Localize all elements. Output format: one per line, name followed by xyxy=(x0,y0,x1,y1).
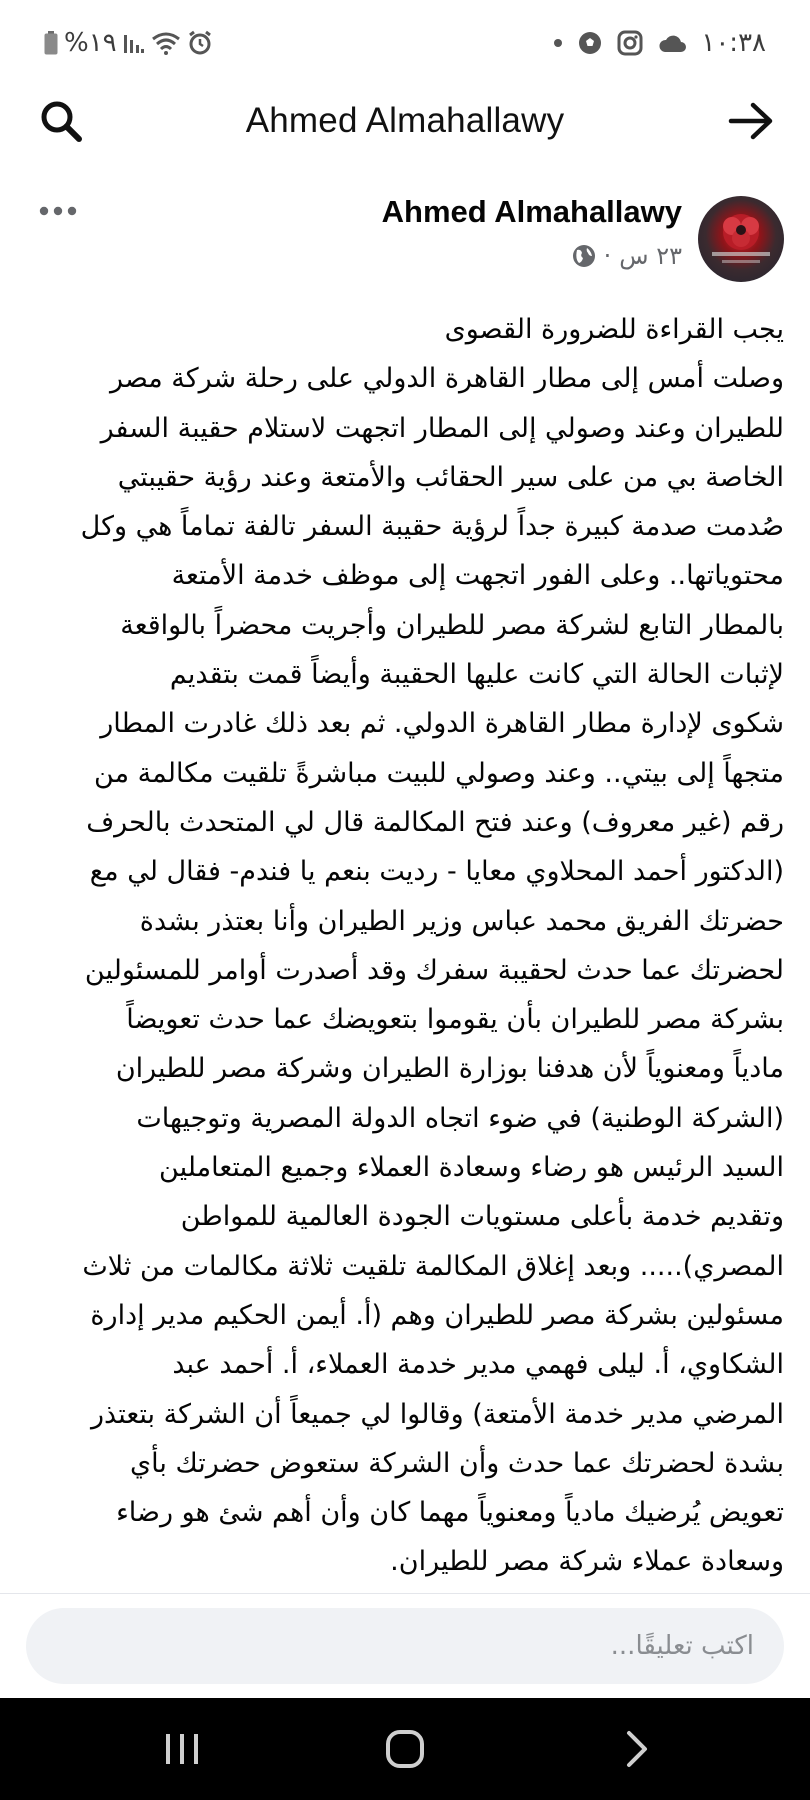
header-title: Ahmed Almahallawy xyxy=(245,101,565,140)
post-line: بشدة لحضرتك عما حدث وأن الشركة ستعوض حضرتك بأي xyxy=(130,1447,784,1479)
post-line: حضرتك الفريق محمد عباس وزير الطيران وأنا بعتذر بشدة xyxy=(139,905,784,937)
arrow-right-icon xyxy=(727,101,775,141)
dot-icon xyxy=(553,38,563,48)
instagram-icon xyxy=(617,30,643,56)
battery-icon xyxy=(44,31,58,55)
battery-percent: %١٩ xyxy=(64,28,117,58)
avatar[interactable] xyxy=(698,196,784,282)
post-line: رقم (غير معروف) وعند فتح المكالمة قال لي المتحدث بالحرف xyxy=(86,806,784,838)
wifi-icon xyxy=(151,31,181,55)
cloud-icon xyxy=(657,32,687,54)
search-button[interactable] xyxy=(34,94,88,148)
signal-icon xyxy=(123,31,145,55)
globe-icon xyxy=(572,244,596,268)
post-line: صُدمت صدمة كبيرة جداً لرؤية حقيبة السفر تالفة تماماً هي وكل xyxy=(80,511,784,543)
status-left-group xyxy=(44,26,213,60)
post-line: وصلت أمس إلى مطار القاهرة الدولي على رحلة شركة مصر xyxy=(109,363,784,395)
soccer-ball-icon xyxy=(577,30,603,56)
post-line: محتوياتها.. وعلى الفور اتجهت إلى موظف خدمة الأمتعة xyxy=(171,560,784,592)
more-horizontal-icon xyxy=(38,205,78,217)
comment-composer xyxy=(0,1593,810,1699)
post-line: لإثبات الحالة التي كانت عليها الحقيبة وأيضاً قمت بتقديم xyxy=(169,659,784,691)
post-time[interactable]: ٢٣ س xyxy=(619,242,682,270)
home-button[interactable] xyxy=(375,1724,435,1774)
post-meta xyxy=(572,242,682,270)
post-line: وتقديم خدمة بأعلى مستويات الجودة العالمية للمواطن xyxy=(180,1201,784,1233)
meta-separator: · xyxy=(603,242,612,270)
post-line: الخاصة بي من على سير الحقائب والأمتعة وعند رؤية حقيبتي xyxy=(117,461,784,493)
post-line: للطيران وعند وصولي إلى المطار اتجهت لاستلام حقيبة السفر xyxy=(100,412,784,444)
status-right-group xyxy=(553,26,766,60)
more-options-button[interactable] xyxy=(36,198,80,224)
post-line: مسئولين بشركة مصر للطيران وهم (أ. أيمن الحكيم مدير إدارة xyxy=(90,1299,784,1331)
post-line: يجب القراءة للضرورة القصوى xyxy=(444,314,784,345)
post-header xyxy=(0,190,810,280)
recents-icon xyxy=(162,1732,202,1766)
status-time: ١٠:٣٨ xyxy=(701,28,766,58)
post-line: لحضرتك عما حدث لحقيبة سفرك وقد أصدرت أوامر للمسئولين xyxy=(84,954,784,986)
post-line: المصري)..... وبعد إغلاق المكالمة تلقيت ثلاثة مكالمات من ثلاث xyxy=(82,1250,784,1282)
app-header xyxy=(0,88,810,154)
post-line: المرضي مدير خدمة الأمتعة) وقالوا لي جميعاً أن الشركة بتعتذر xyxy=(91,1398,784,1430)
home-icon xyxy=(384,1728,426,1770)
alarm-icon xyxy=(187,30,213,56)
search-icon xyxy=(39,99,83,143)
post-line: مادياً ومعنوياً لأن هدفنا بوزارة الطيران وشركة مصر للطيران xyxy=(115,1053,784,1085)
post-author-name[interactable]: Ahmed Almahallawy xyxy=(381,194,682,229)
post-line: بشركة مصر للطيران بأن يقوموا بتعويضك عما حدث تعويضاً xyxy=(126,1004,784,1036)
system-back-button[interactable] xyxy=(606,1724,666,1774)
post-line: بالمطار التابع لشركة مصر للطيران وأجريت محضراً بالواقعة xyxy=(120,609,784,641)
post-line: السيد الرئيس هو رضاء وسعادة العملاء وجميع المتعاملين xyxy=(159,1152,784,1184)
status-bar xyxy=(0,0,810,80)
post-line: الشكاوي، أ. ليلى فهمي مدير خدمة العملاء، أ. أحمد عبد xyxy=(172,1349,784,1381)
avatar-flower-image xyxy=(698,196,784,282)
chevron-right-icon xyxy=(621,1729,651,1769)
post-line: متجهاً إلى بيتي.. وعند وصولي للبيت مباشرةً تلقيت مكالمة من xyxy=(94,757,784,789)
post-body xyxy=(30,305,784,1587)
recents-button[interactable] xyxy=(152,1724,212,1774)
back-button[interactable] xyxy=(722,94,780,148)
post-line: تعويض يُرضيك مادياً ومعنوياً مهما كان وأن أهم شئ هو رضاء xyxy=(116,1497,784,1529)
post-line: وسعادة عملاء شركة مصر للطيران. xyxy=(390,1546,784,1578)
post-line: شكوى لإدارة مطار القاهرة الدولي. ثم بعد ذلك غادرت المطار xyxy=(100,708,784,740)
comment-input[interactable] xyxy=(26,1608,784,1684)
post-line: (الشركة الوطنية) في ضوء اتجاه الدولة المصرية وتوجيهات xyxy=(136,1102,784,1134)
post-line: (الدكتور أحمد المحلاوي معايا - رديت بنعم يا فندم- فقال لي مع xyxy=(89,856,784,888)
system-nav-bar xyxy=(0,1698,810,1800)
